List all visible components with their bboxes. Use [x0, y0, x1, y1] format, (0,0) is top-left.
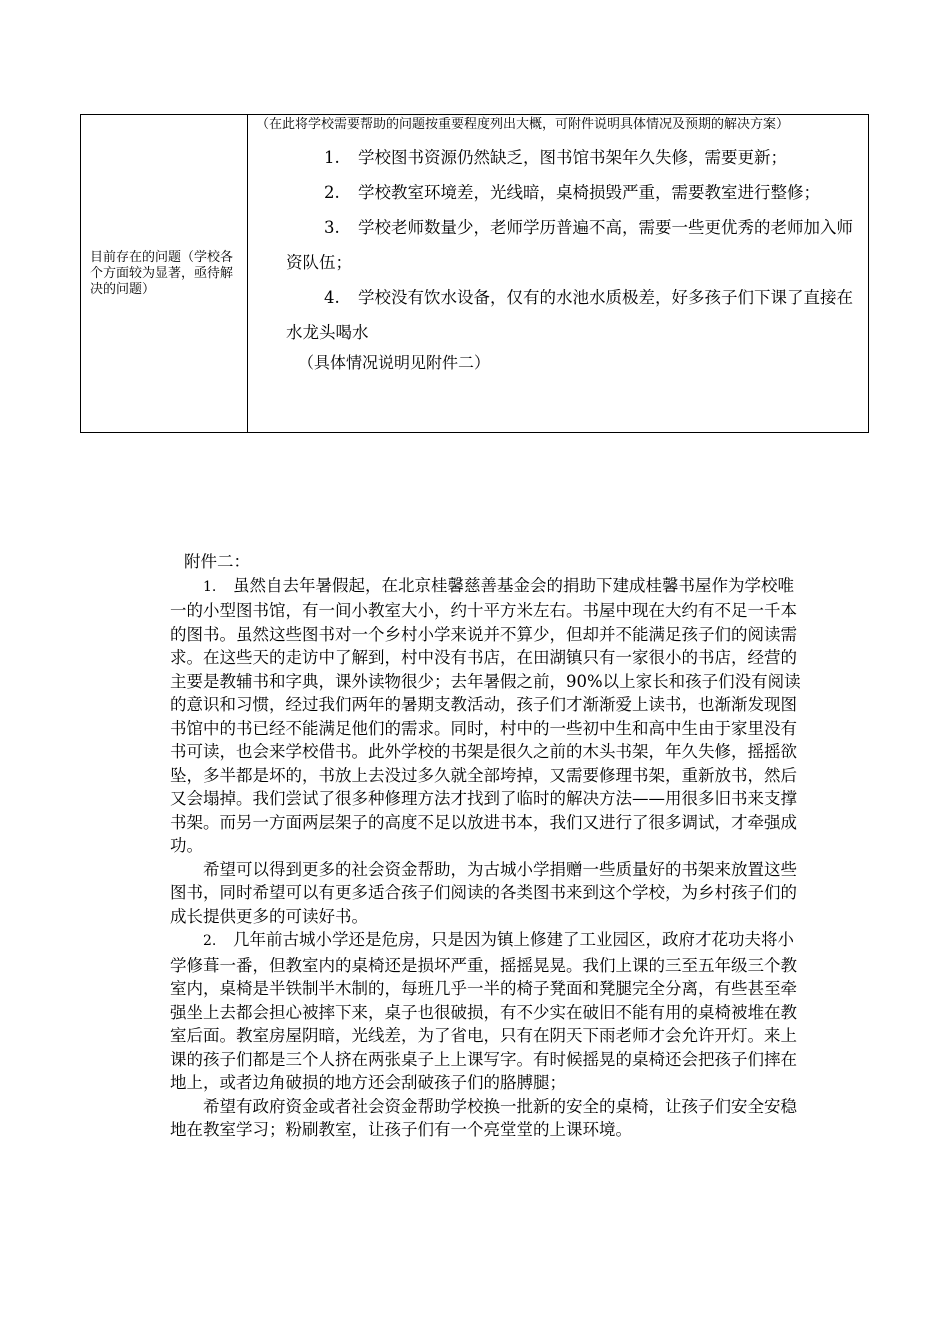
paragraph-number: 1.	[203, 578, 217, 595]
paragraph-text: 几年前古城小学还是危房，只是因为镇上修建了工业园区，政府才花功夫将小学修葺一番，但教室内的桌椅还是损坏严重，摇摇晃晃。我们上课的三至五年级三个教室内，桌椅是半铁制半木制的，每班几乎一半的椅子凳面和凳腿完全分离，有些甚至牵强坐上去都会担心被摔下来，桌子也很破损，有不少实在破旧不能有用的桌椅被堆在教室后面。教室房屋阴暗，光线差，为了省电，只有在阴天下雨老师才会允许开灯。来上课的孩子们都是三个人挤在两张桌子上上课写字。有时候摇晃的桌椅还会把孩子们摔在地上，或者边角破损的地方还会刮破孩子们的胳膊腿；	[170, 930, 797, 1092]
appendix-paragraph	[170, 928, 810, 1095]
list-item	[248, 140, 868, 175]
paragraph-text: 希望可以得到更多的社会资金帮助，为古城小学捐赠一些质量好的书架来放置这些图书，同时希望可以有更多适合孩子们阅读的各类图书来到这个学校，为乡村孩子们的成长提供更多的可读好书。	[170, 859, 797, 926]
list-item	[248, 210, 868, 280]
appendix-paragraph	[170, 1095, 810, 1142]
problems-table	[80, 114, 869, 433]
appendix-section	[170, 550, 810, 1142]
item-number: 1.	[324, 148, 340, 167]
paragraph-text: 虽然自去年暑假起，在北京桂馨慈善基金会的捐助下建成桂馨书屋作为学校唯一的小型图书馆，有一间小教室大小，约十平方米左右。书屋中现在大约有不足一千本的图书。虽然这些图书对一个乡村小学来说并不算少，但却并不能满足孩子们的阅读需求。在这些天的走访中了解到，村中没有书店，在田湖镇只有一家很小的书店，经营的主要是教辅书和字典，课外读物很少；去年暑假之前，90%以上家长和孩子们没有阅读的意识和习惯，经过我们两年的暑期支教活动，孩子们才渐渐爱上读书，也渐渐发现图书馆中的书已经不能满足他们的需求。同时，村中的一些初中生和高中生由于家里没有书可读，也会来学校借书。此外学校的书架是很久之前的木头书架，年久失修，摇摇欲坠，多半都是坏的，书放上去没过多久就全部垮掉，又需要修理书架，重新放书，然后又会塌掉。我们尝试了很多种修理方法才找到了临时的解决方法——用很多旧书来支撑书架。而另一方面两层架子的高度不足以放进书本，我们又进行了很多调试，才牵强成功。	[170, 575, 801, 855]
item-text: 学校老师数量少，老师学历普遍不高，需要一些更优秀的老师加入师资队伍；	[286, 218, 853, 272]
item-text: 学校教室环境差，光线暗，桌椅损毁严重，需要教室进行整修；	[358, 183, 820, 202]
list-item	[248, 280, 868, 350]
table-row	[81, 115, 869, 433]
item-number: 4.	[324, 288, 340, 307]
paragraph-number: 2.	[203, 933, 217, 949]
item-number: 2.	[324, 183, 340, 202]
appendix-reference: （具体情况说明见附件二）	[298, 353, 491, 372]
paragraph-text: 希望有政府资金或者社会资金帮助学校换一批新的安全的桌椅，让孩子们安全安稳地在教室学习；粉刷教室，让孩子们有一个亮堂堂的上课环境。	[170, 1096, 797, 1139]
appendix-paragraph	[170, 574, 810, 858]
appendix-title: 附件二：	[184, 552, 250, 571]
instruction-text: （在此将学校需要帮助的问题按重要程度列出大概，可附件说明具体情况及预期的解决方案）	[256, 117, 790, 132]
content-cell	[248, 115, 869, 433]
label-cell	[81, 115, 248, 433]
item-text: 学校图书资源仍然缺乏，图书馆书架年久失修，需要更新；	[358, 148, 787, 167]
row-label: 目前存在的问题（学校各个方面较为显著，亟待解决的问题）	[90, 249, 234, 297]
item-number: 3.	[324, 218, 340, 237]
list-item	[248, 175, 868, 210]
item-text: 学校没有饮水设备，仅有的水池水质极差，好多孩子们下课了直接在水龙头喝水	[286, 288, 853, 342]
appendix-paragraph	[170, 858, 810, 929]
